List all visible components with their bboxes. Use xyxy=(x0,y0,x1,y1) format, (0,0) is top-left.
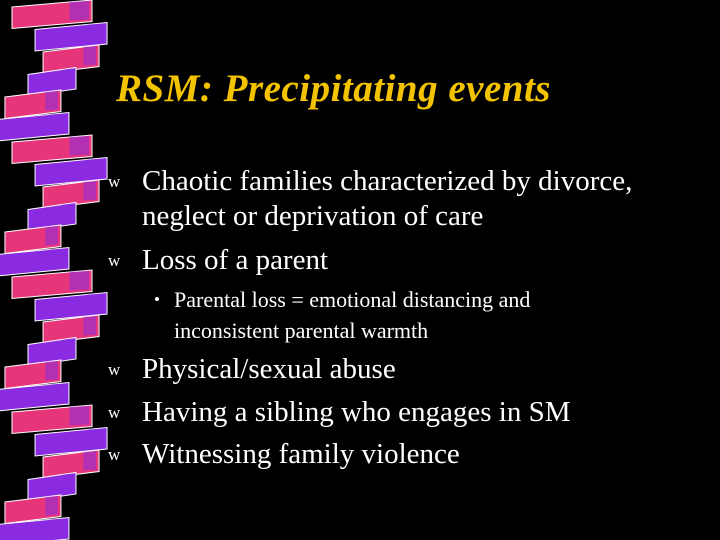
spiral-shade xyxy=(45,496,58,516)
spiral-shade xyxy=(83,316,96,336)
spiral-shade xyxy=(49,519,66,539)
sub-bullet-text-line: Parental loss = emotional distancing and xyxy=(174,287,531,312)
spiral-shade xyxy=(63,339,73,359)
spiral-shade xyxy=(63,474,73,494)
spiral-shade xyxy=(87,294,104,314)
sub-bullet-text xyxy=(174,284,530,346)
bullet-text-line: Chaotic families characterized by divorce, xyxy=(142,165,633,197)
bullet-text: Loss of a parent xyxy=(142,244,329,276)
spiral-segment xyxy=(12,270,92,299)
spiral-shade xyxy=(83,451,96,471)
spiral-shade xyxy=(45,226,58,246)
bullet-text: Witnessing family violence xyxy=(142,438,460,470)
bullet-text xyxy=(142,164,632,234)
sub-bullet-marker-icon: • xyxy=(154,290,160,309)
bullet-text: Having a sibling who engages in SM xyxy=(142,396,571,428)
bullet-marker-icon: w xyxy=(108,445,121,464)
spiral-border-decoration xyxy=(0,0,110,540)
spiral-shade xyxy=(45,361,58,381)
bullet-marker-icon: w xyxy=(108,360,121,379)
bullet-marker-icon: w xyxy=(108,172,121,191)
spiral-shade xyxy=(49,384,66,404)
spiral-shade xyxy=(87,429,104,449)
spiral-segment xyxy=(12,0,92,29)
bullet-text-line: neglect or deprivation of care xyxy=(142,200,484,232)
spiral-shade xyxy=(70,271,89,291)
spiral-shade xyxy=(63,69,73,89)
sub-bullet-text-line: inconsistent parental warmth xyxy=(174,318,429,343)
spiral-shade xyxy=(83,46,96,66)
spiral-shade xyxy=(87,159,104,179)
spiral-shade xyxy=(63,204,73,224)
spiral-shade xyxy=(49,114,66,134)
slide-title: RSM: Precipitating events xyxy=(116,67,551,110)
spiral-shade xyxy=(49,249,66,269)
bullet-marker-icon: w xyxy=(108,403,121,422)
spiral-shade xyxy=(45,91,58,111)
spiral-shade xyxy=(70,136,89,156)
spiral-segment xyxy=(12,405,92,434)
bullet-marker-icon: w xyxy=(108,251,121,270)
spiral-shade xyxy=(87,24,104,44)
bullet-text: Physical/sexual abuse xyxy=(142,353,396,385)
spiral-shade xyxy=(70,406,89,426)
spiral-shade xyxy=(70,1,89,21)
spiral-segment xyxy=(12,135,92,164)
spiral-shade xyxy=(83,181,96,201)
